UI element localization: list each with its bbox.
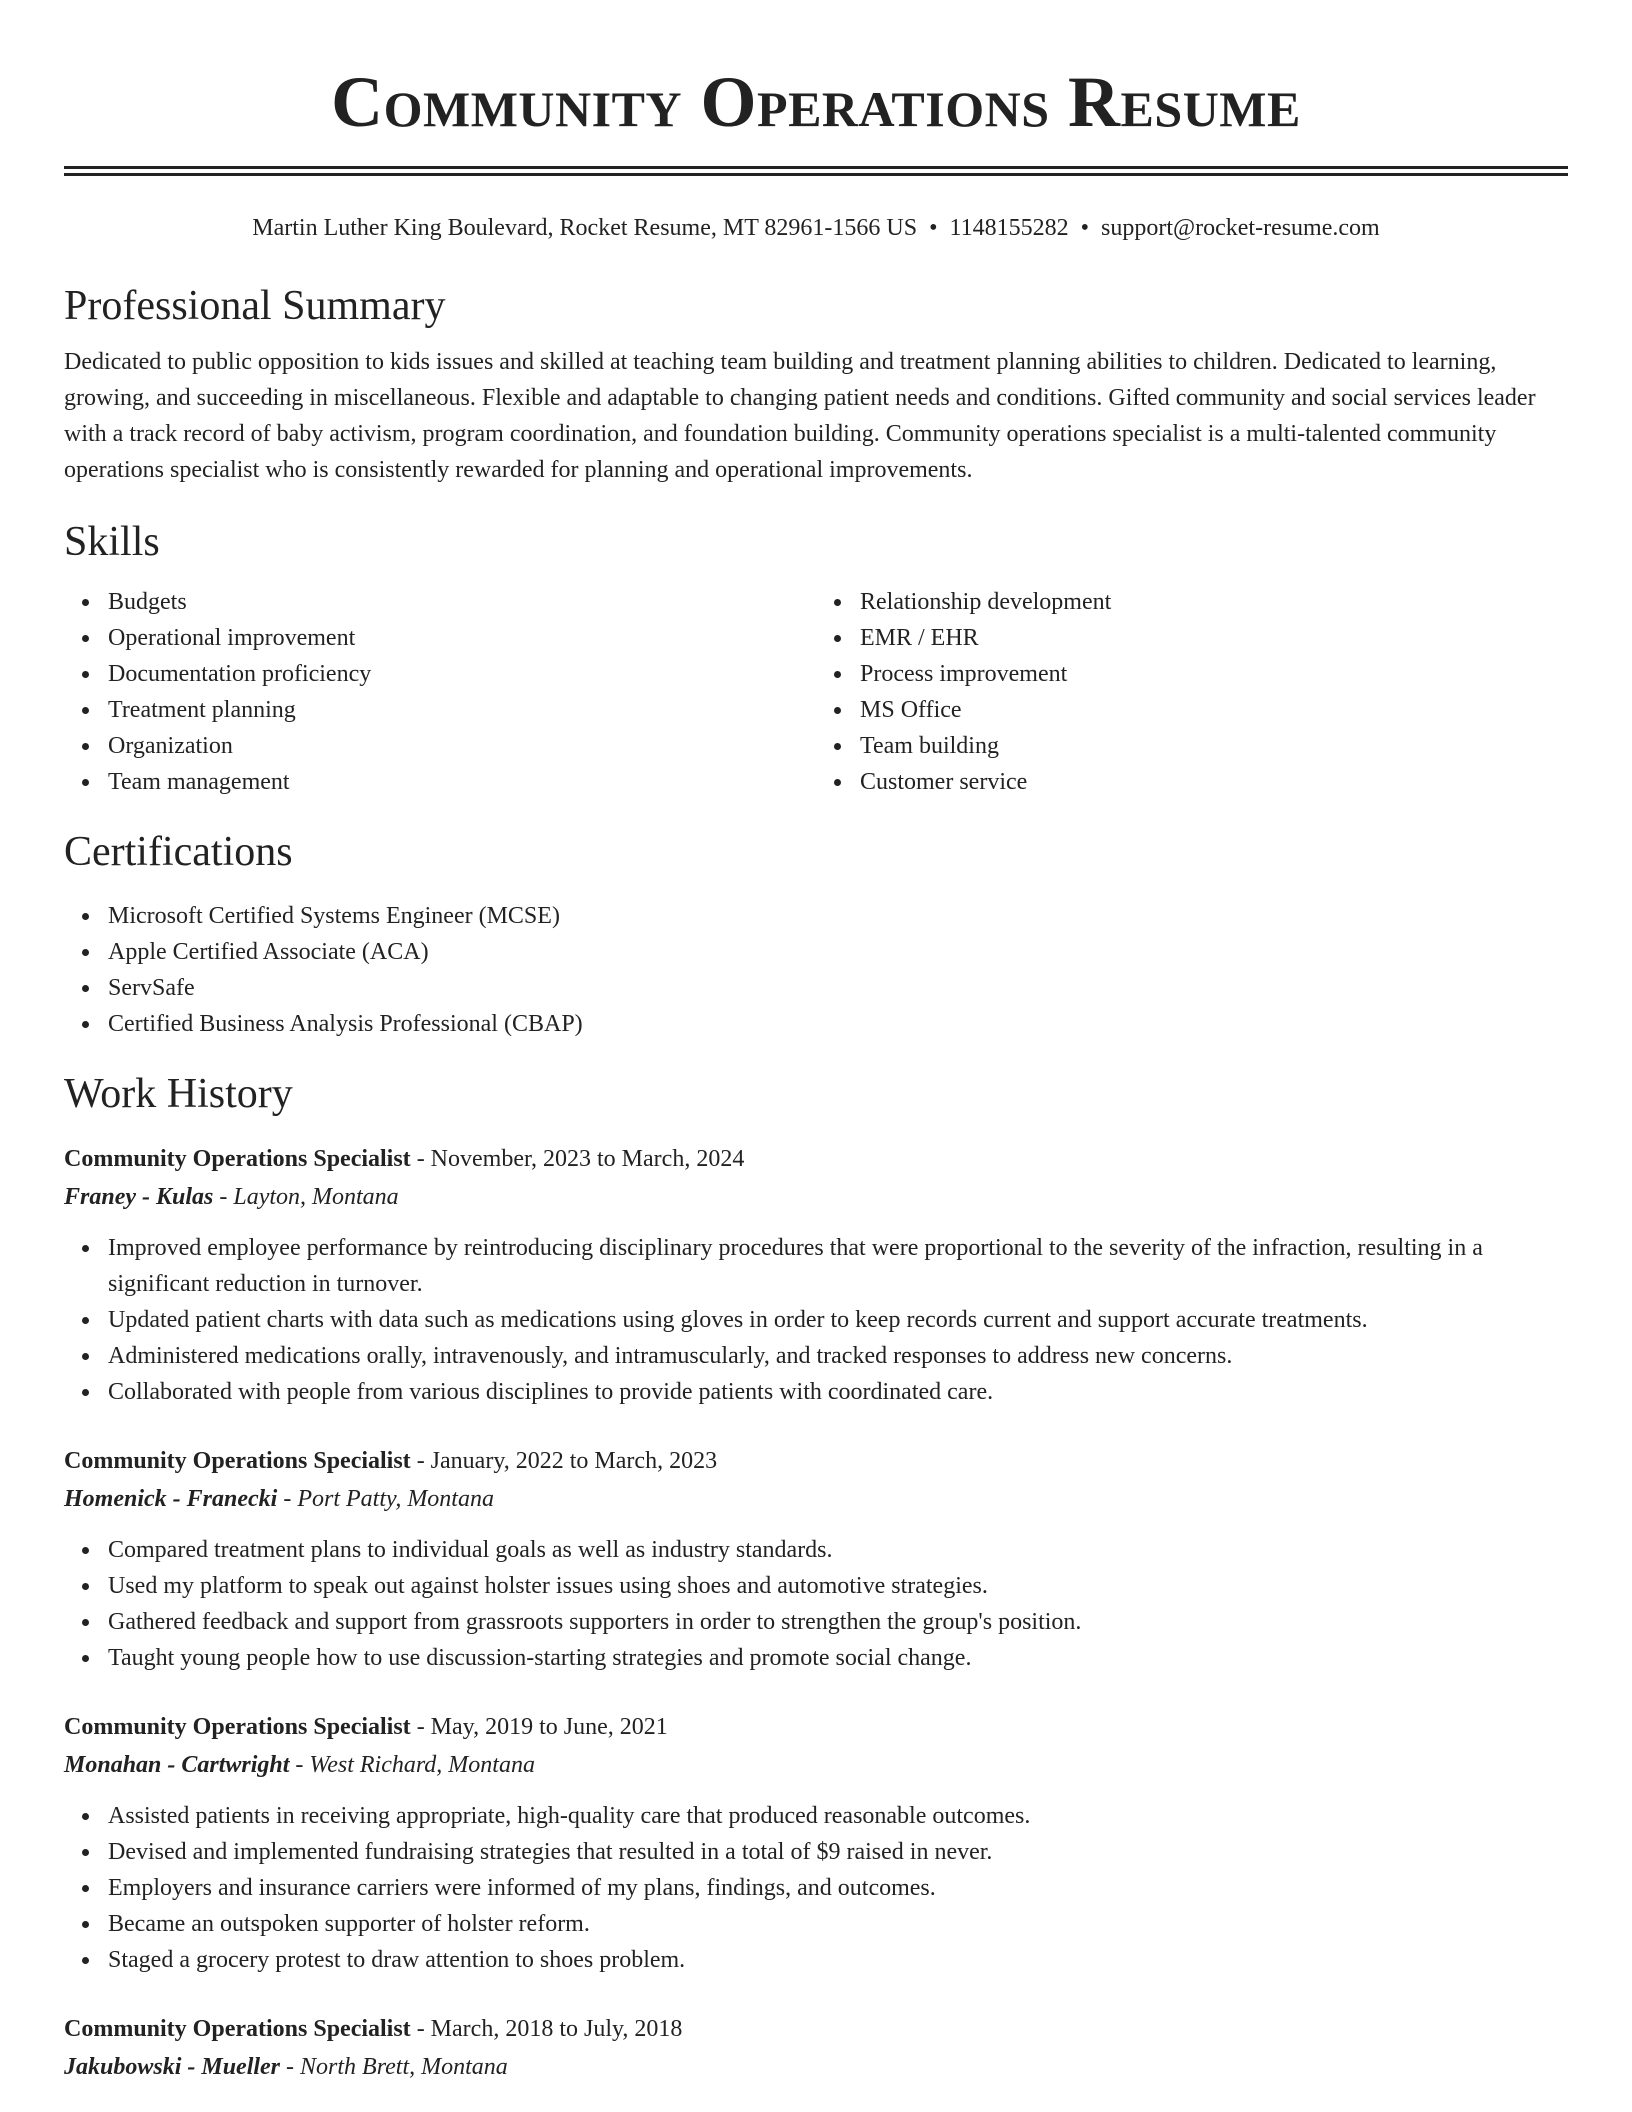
certifications-heading: Certifications xyxy=(64,829,293,875)
job-title: Community Operations Specialist xyxy=(64,1448,411,1474)
skill-item: Relationship development xyxy=(860,584,1568,620)
job-bullets xyxy=(64,1798,1568,1978)
skills-columns xyxy=(64,584,1568,800)
job-bullet: Used my platform to speak out against holster issues using shoes and automotive strategies. xyxy=(108,1568,1568,1604)
certification-item: Certified Business Analysis Professional (CBAP) xyxy=(108,1006,1568,1042)
skill-item: Documentation proficiency xyxy=(108,656,816,692)
skill-item: Customer service xyxy=(860,764,1568,800)
job-location: - Layton, Montana xyxy=(219,1184,399,1210)
skills-heading: Skills xyxy=(64,519,160,565)
skills-list-left xyxy=(64,584,816,800)
job-company: Homenick - Franecki xyxy=(64,1486,278,1512)
job-dates: - January, 2022 to March, 2023 xyxy=(416,1448,718,1474)
contact-line xyxy=(64,212,1568,244)
skill-item: Budgets xyxy=(108,584,816,620)
skill-item: Team building xyxy=(860,728,1568,764)
job-dates: - March, 2018 to July, 2018 xyxy=(416,2016,683,2042)
skill-item: Organization xyxy=(108,728,816,764)
skill-item: Process improvement xyxy=(860,656,1568,692)
job-entry xyxy=(64,1442,1568,1676)
job-bullet: Gathered feedback and support from grassroots supporters in order to strengthen the group's position. xyxy=(108,1604,1568,1640)
certifications-section xyxy=(64,826,1568,1042)
job-company-line xyxy=(64,2048,1568,2086)
contact-phone: 1148155282 xyxy=(949,215,1069,241)
job-entry xyxy=(64,1140,1568,1410)
skills-list-right xyxy=(816,584,1568,800)
skill-item: Operational improvement xyxy=(108,620,816,656)
skill-item: MS Office xyxy=(860,692,1568,728)
job-bullet: Employers and insurance carriers were informed of my plans, findings, and outcomes. xyxy=(108,1870,1568,1906)
job-bullet: Became an outspoken supporter of holster reform. xyxy=(108,1906,1568,1942)
certification-item: ServSafe xyxy=(108,970,1568,1006)
job-entry xyxy=(64,1708,1568,1978)
job-header xyxy=(64,1140,1568,1178)
job-location: - North Brett, Montana xyxy=(286,2054,508,2080)
job-bullet: Administered medications orally, intravenously, and intramuscularly, and tracked responses to address new concerns. xyxy=(108,1338,1568,1374)
contact-separator: • xyxy=(929,215,938,241)
job-bullet: Assisted patients in receiving appropriate, high-quality care that produced reasonable outcomes. xyxy=(108,1798,1568,1834)
contact-separator: • xyxy=(1080,215,1090,241)
job-bullet: Improved employee performance by reintroducing disciplinary procedures that were proportional to the severity of the infraction, resulting in a significant reduction in turnover. xyxy=(108,1230,1568,1302)
job-header xyxy=(64,1708,1568,1746)
job-location: - Port Patty, Montana xyxy=(283,1486,494,1512)
resume-title: Community Operations Resume xyxy=(331,62,1301,142)
work-history-section xyxy=(64,1068,1568,2086)
summary-section xyxy=(64,280,1568,488)
summary-heading: Professional Summary xyxy=(64,283,446,329)
job-bullets xyxy=(64,1532,1568,1676)
job-bullet: Taught young people how to use discussion-starting strategies and promote social change. xyxy=(108,1640,1568,1676)
job-header xyxy=(64,2010,1568,2048)
job-company-line xyxy=(64,1746,1568,1784)
job-bullet: Collaborated with people from various disciplines to provide patients with coordinated care. xyxy=(108,1374,1568,1410)
contact-email[interactable]: support@rocket-resume.com xyxy=(1101,215,1380,241)
skills-section xyxy=(64,516,1568,800)
job-title: Community Operations Specialist xyxy=(64,1714,411,1740)
skill-item: Team management xyxy=(108,764,816,800)
work-history-heading: Work History xyxy=(64,1071,293,1117)
job-location: - West Richard, Montana xyxy=(295,1752,535,1778)
job-company: Jakubowski - Mueller xyxy=(64,2054,281,2080)
skill-item: EMR / EHR xyxy=(860,620,1568,656)
resume-page xyxy=(64,0,1568,2086)
certifications-list xyxy=(64,898,1568,1042)
certification-item: Apple Certified Associate (ACA) xyxy=(108,934,1568,970)
job-bullet: Staged a grocery protest to draw attention to shoes problem. xyxy=(108,1942,1568,1978)
job-bullet: Updated patient charts with data such as medications using gloves in order to keep records current and support accurate treatments. xyxy=(108,1302,1568,1338)
certification-item: Microsoft Certified Systems Engineer (MCSE) xyxy=(108,898,1568,934)
title-double-rule xyxy=(64,166,1568,176)
job-entry xyxy=(64,2010,1568,2086)
job-bullet: Devised and implemented fundraising strategies that resulted in a total of $9 raised in never. xyxy=(108,1834,1568,1870)
contact-address: Martin Luther King Boulevard, Rocket Resume, MT 82961-1566 US xyxy=(252,215,918,241)
job-bullets xyxy=(64,1230,1568,1410)
job-title: Community Operations Specialist xyxy=(64,1146,411,1172)
job-company-line xyxy=(64,1178,1568,1216)
summary-text: Dedicated to public opposition to kids issues and skilled at teaching team building and treatment planning abilities to children. Dedicated to learning, growing, and succeeding in miscellaneous. Flexible and adaptable to changing patient needs and conditions. Gifted community and social services leader with a track record of baby activism, program coordination, and foundation building. Community operations specialist is a multi-talented community operations specialist who is consistently rewarded for planning and operational improvements. xyxy=(64,349,1536,483)
skill-item: Treatment planning xyxy=(108,692,816,728)
job-company: Franey - Kulas xyxy=(64,1184,214,1210)
job-dates: - November, 2023 to March, 2024 xyxy=(416,1146,745,1172)
job-bullet: Compared treatment plans to individual goals as well as industry standards. xyxy=(108,1532,1568,1568)
job-title: Community Operations Specialist xyxy=(64,2016,411,2042)
job-dates: - May, 2019 to June, 2021 xyxy=(416,1714,668,1740)
job-company: Monahan - Cartwright xyxy=(64,1752,290,1778)
job-header xyxy=(64,1442,1568,1480)
job-company-line xyxy=(64,1480,1568,1518)
